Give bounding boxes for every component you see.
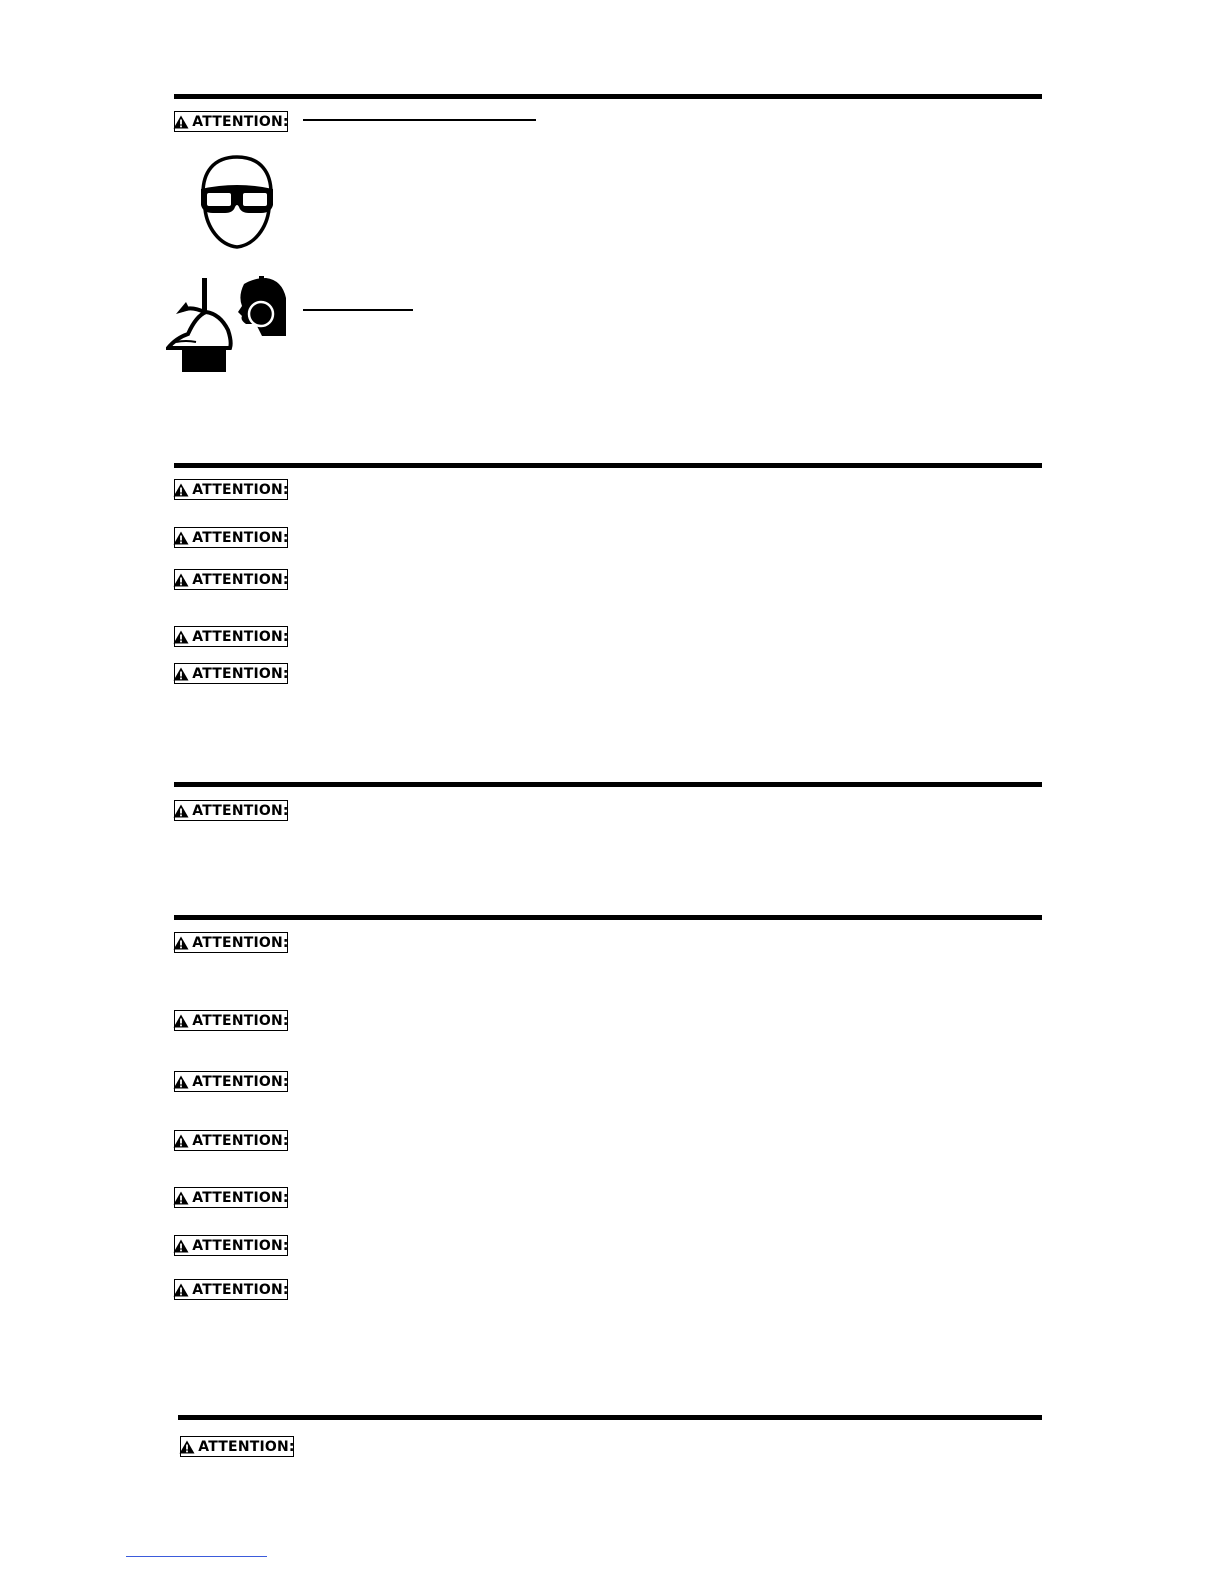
attention-badge — [174, 111, 288, 132]
attention-badge — [174, 479, 288, 500]
safety-goggles-icon — [193, 153, 281, 251]
attention-label: ATTENTION: — [192, 481, 289, 498]
attention-label: ATTENTION: — [192, 1012, 289, 1029]
attention-label: ATTENTION: — [192, 113, 289, 130]
warning-triangle-icon — [173, 667, 189, 681]
attention-badge — [174, 663, 288, 684]
attention-label: ATTENTION: — [192, 1132, 289, 1149]
warning-triangle-icon — [173, 531, 189, 545]
attention-label: ATTENTION: — [192, 1073, 289, 1090]
attention-label: ATTENTION: — [198, 1438, 295, 1455]
attention-badge — [174, 1187, 288, 1208]
heading-underline-1 — [303, 119, 536, 121]
attention-badge — [174, 932, 288, 953]
warning-triangle-icon — [173, 630, 189, 644]
attention-badge — [174, 527, 288, 548]
attention-badge — [174, 1010, 288, 1031]
section-rule-1 — [174, 94, 1042, 99]
attention-badge — [174, 1279, 288, 1300]
warning-triangle-icon — [173, 1283, 189, 1297]
warning-triangle-icon — [173, 1191, 189, 1205]
attention-badge — [174, 569, 288, 590]
warning-triangle-icon — [173, 115, 189, 129]
warning-triangle-icon — [173, 483, 189, 497]
warning-triangle-icon — [173, 804, 189, 818]
warning-triangle-icon — [173, 1014, 189, 1028]
attention-badge — [174, 626, 288, 647]
attention-label: ATTENTION: — [192, 1189, 289, 1206]
attention-label: ATTENTION: — [192, 1281, 289, 1298]
attention-badge — [174, 1235, 288, 1256]
section-rule-4 — [174, 915, 1042, 920]
section-rule-2 — [174, 463, 1042, 468]
attention-badge — [180, 1436, 294, 1457]
footer-link-underline[interactable] — [126, 1556, 267, 1557]
heading-underline-2 — [303, 309, 413, 311]
warning-triangle-icon — [173, 1239, 189, 1253]
section-rule-3 — [174, 782, 1042, 787]
warning-triangle-icon — [173, 1075, 189, 1089]
attention-label: ATTENTION: — [192, 665, 289, 682]
warning-triangle-icon — [173, 1134, 189, 1148]
warning-triangle-icon — [173, 573, 189, 587]
attention-badge — [174, 1130, 288, 1151]
attention-label: ATTENTION: — [192, 628, 289, 645]
section-rule-5 — [178, 1415, 1042, 1420]
attention-label: ATTENTION: — [192, 571, 289, 588]
attention-label: ATTENTION: — [192, 802, 289, 819]
attention-label: ATTENTION: — [192, 934, 289, 951]
warning-triangle-icon — [173, 936, 189, 950]
attention-badge — [174, 1071, 288, 1092]
attention-label: ATTENTION: — [192, 529, 289, 546]
dust-mask-and-ear-muffs-icon — [166, 276, 290, 374]
attention-label: ATTENTION: — [192, 1237, 289, 1254]
warning-triangle-icon — [179, 1440, 195, 1454]
attention-badge — [174, 800, 288, 821]
